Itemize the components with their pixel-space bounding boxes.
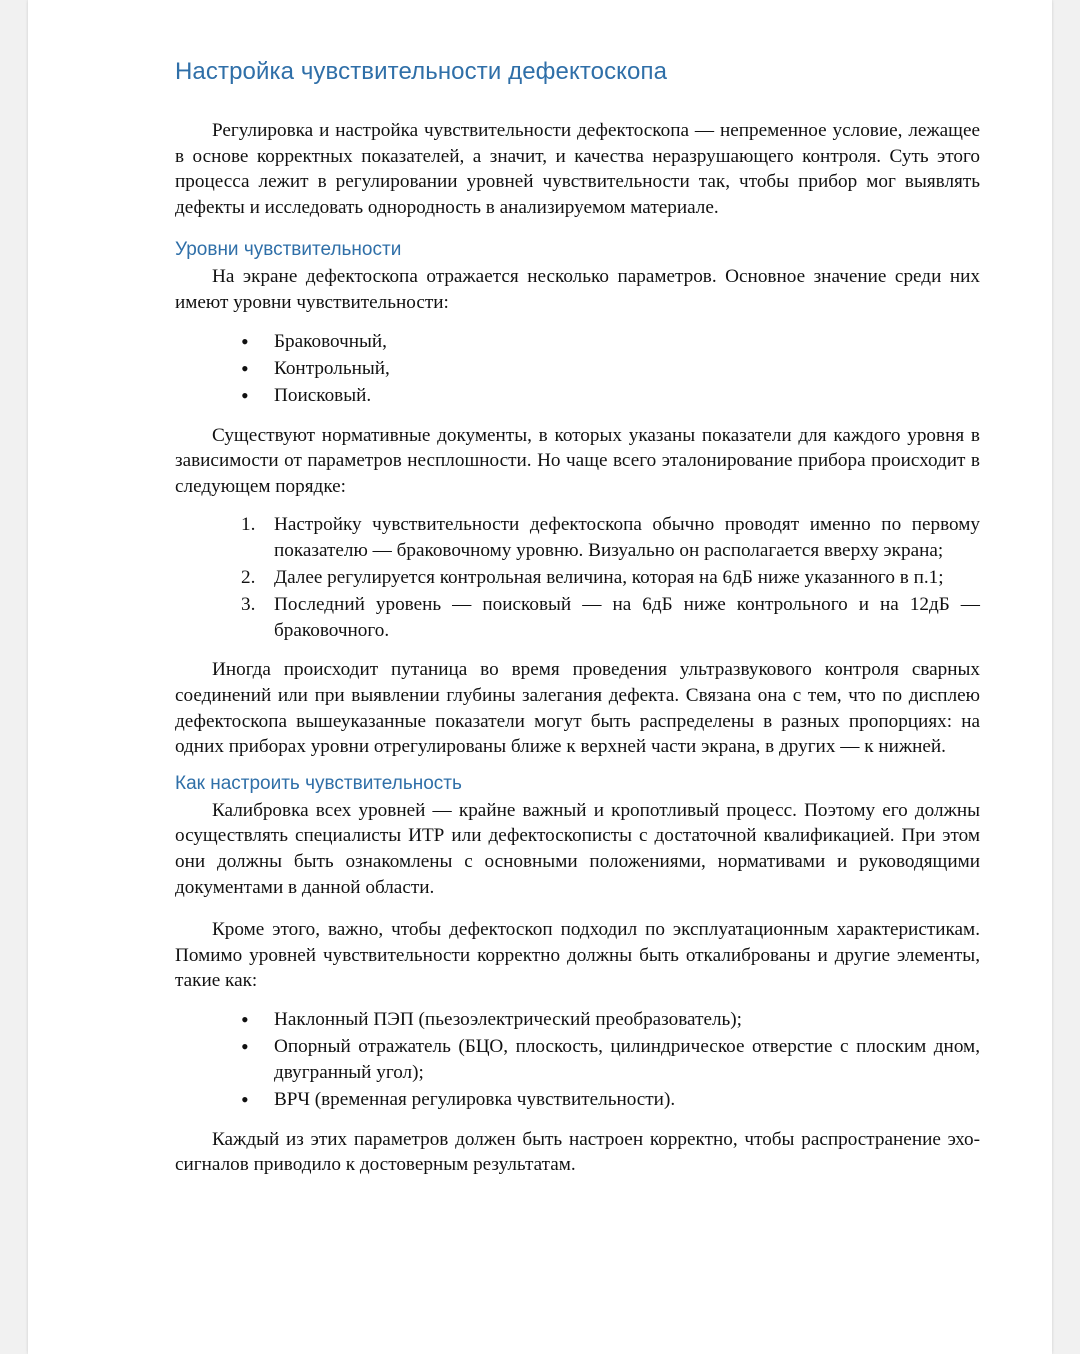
bullet-list-elements [175,1007,980,1113]
bullet-list-levels [175,329,980,409]
list-item: • ВРЧ (временная регулировка чувствительности). [175,1087,980,1113]
list-item-text: Последний уровень — поисковый — на 6дБ ниже контрольного и на 12дБ — браковочного. [274,594,980,641]
list-number: 1. [241,514,256,536]
numbered-list-order [175,512,980,643]
list-item [175,512,980,563]
section-heading-how-to: Как настроить чувствительность [175,772,462,794]
paragraph: Кроме этого, важно, чтобы дефектоскоп подходил по эксплуатационным характеристикам. Помимо уровней чувствительности корректно должны быть откалиброваны и другие элементы, такие как: [175,919,980,992]
list-item-text: Настройку чувствительности дефектоскопа обычно проводят именно по первому показателю — браковочному уровню. Визуально он располагается вверху экрана; [274,514,980,561]
paragraph: Каждый из этих параметров должен быть настроен корректно, чтобы распространение эхо-сигналов приводило к достоверным результатам. [175,1128,980,1176]
list-number: 3. [241,594,256,616]
list-number: 2. [241,567,256,589]
document-content [175,52,980,1178]
paragraph: На экране дефектоскопа отражается несколько параметров. Основное значение среди них имеют уровни чувствительности: [175,266,980,313]
paragraph: Иногда происходит путаница во время проведения ультразвукового контроля сварных соединений или при выявлении глубины залегания дефекта. Связана она с тем, что по дисплею дефектоскопа вышеуказанные показатели могут быть распределены в разных пропорциях: на одних приборах уровни отрегулированы ближе к верхней части экрана, в других — к нижней. [175,659,980,758]
list-item [175,592,980,643]
intro-paragraph: Регулировка и настройка чувствительности дефектоскопа — непременное условие, лежащее в основе корректных показателей, а значит, и качества неразрушающего контроля. Суть этого процесса лежит в регулировании уровней чувствительности так, чтобы прибор мог выявлять дефекты и исследовать однородность в анализируемом материале. [175,120,980,218]
paragraph: Калибровка всех уровней — крайне важный и кропотливый процесс. Поэтому его должны осуществлять специалисты ИТР или дефектоскописты с достаточной квалификацией. При этом они должны быть ознакомлены с основными положениями, нормативами и руководящими документами в данной области. [175,799,980,898]
page-title: Настройка чувствительности дефектоскопа [175,58,668,85]
list-item: • Браковочный, [175,329,980,355]
section-heading-levels: Уровни чувствительности [175,239,402,261]
list-item: • Поисковый. [175,383,980,409]
list-item: • Наклонный ПЭП (пьезоэлектрический преобразователь); [175,1007,980,1033]
list-item [175,565,980,591]
list-item: • Контрольный, [175,356,980,382]
list-item: • Опорный отражатель (БЦО, плоскость, цилиндрическое отверстие с плоским дном, двугранный угол); [175,1034,980,1085]
paragraph: Существуют нормативные документы, в которых указаны показатели для каждого уровня в зависимости от параметров несплошности. Но чаще всего эталонирование прибора происходит в следующем порядке: [175,424,980,497]
list-item-text: Далее регулируется контрольная величина, которая на 6дБ ниже указанного в п.1; [274,567,944,589]
document-page [28,0,1052,1354]
